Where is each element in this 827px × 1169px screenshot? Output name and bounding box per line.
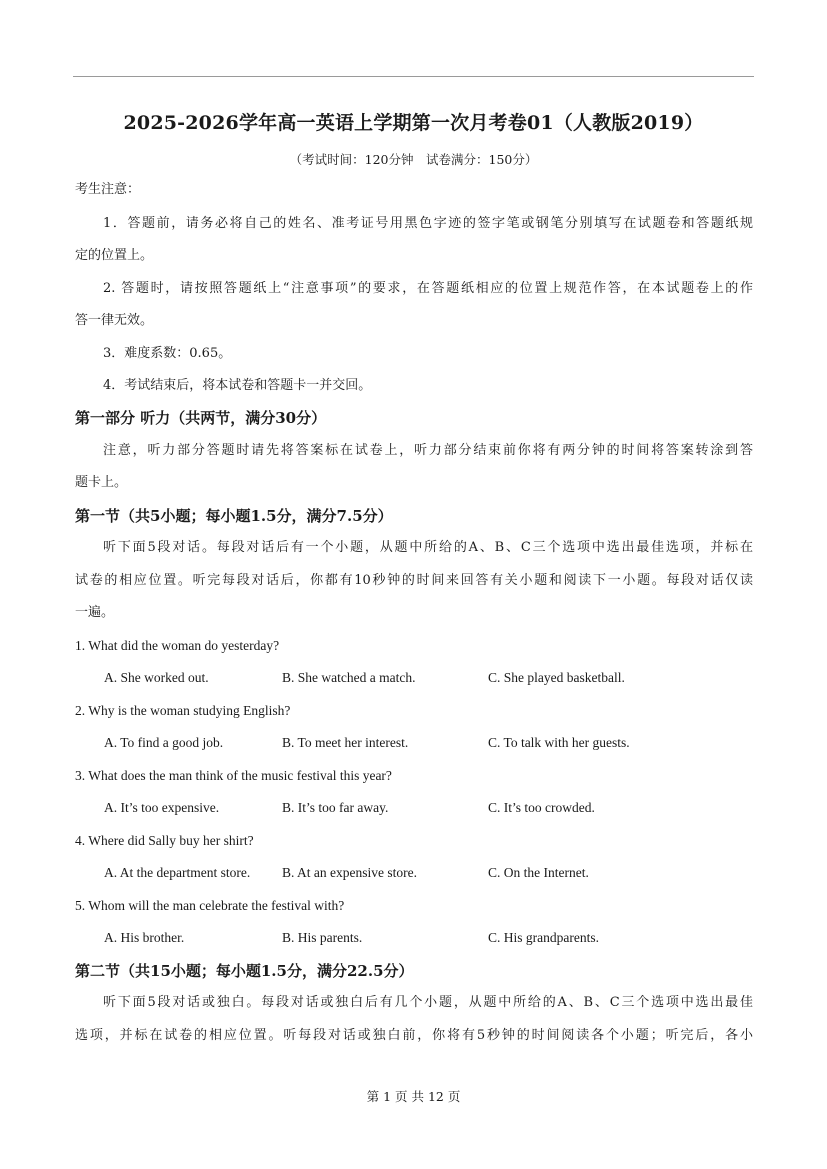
question-1-option-b: B. She watched a match. [282, 670, 416, 685]
question-5-option-b: B. His parents. [282, 930, 363, 945]
question-2: 2. Why is the woman studying English? [75, 703, 291, 718]
question-3-option-c: C. It’s too crowded. [488, 800, 595, 815]
exam-info: （考试时间：120分钟 试卷满分：150分） [289, 152, 538, 167]
question-2-option-b: B. To meet her interest. [282, 735, 409, 750]
section-1-instructions-line-3: 一遍。 [75, 605, 115, 620]
notice-item-1-line-2: 定的位置上。 [75, 248, 154, 263]
notice-item-1-line-1: 1．答题前，请务必将自己的姓名、准考证号用黑色字迹的签字笔或钢笔分别填写在试题卷和答题纸规 [103, 216, 753, 231]
question-5-option-c: C. His grandparents. [488, 930, 599, 945]
section-2-instructions-line-2: 选项，并标在试卷的相应位置。听每段对话或独白前，你将有5秒钟的时间阅读各个小题；听完后，各小 [75, 1028, 753, 1043]
section-2-instructions-line-1: 听下面5段对话或独白。每段对话或独白后有几个小题，从题中所给的A、B、C三个选项中选出最佳 [103, 995, 753, 1010]
header-rule [73, 76, 754, 77]
section-1-instructions-line-1: 听下面5段对话。每段对话后有一个小题，从题中所给的A、B、C三个选项中选出最佳选项，并标在 [103, 540, 753, 555]
question-1: 1. What did the woman do yesterday? [75, 638, 280, 653]
page-title: 2025-2026学年高一英语上学期第一次月考卷01（人教版2019） [123, 112, 704, 134]
question-2-option-c: C. To talk with her guests. [488, 735, 630, 750]
question-5: 5. Whom will the man celebrate the festival with? [75, 898, 345, 913]
notice-item-2-line-1: 2. 答题时，请按照答题纸上“注意事项”的要求，在答题纸相应的位置上规范作答，在本试题卷上的作 [103, 281, 753, 296]
question-1-option-c: C. She played basketball. [488, 670, 625, 685]
question-2-option-a: A. To find a good job. [104, 735, 224, 750]
part-1-note-line-2: 题卡上。 [75, 475, 128, 490]
part-1-note-line-1: 注意，听力部分答题时请先将答案标在试卷上，听力部分结束前你将有两分钟的时间将答案转涂到答 [103, 443, 753, 458]
question-3-option-b: B. It’s too far away. [282, 800, 389, 815]
question-3-option-a: A. It’s too expensive. [104, 800, 220, 815]
question-5-option-a: A. His brother. [104, 930, 185, 945]
question-4-option-c: C. On the Internet. [488, 865, 589, 880]
notice-item-2-line-2: 答一律无效。 [75, 313, 154, 328]
notice-item-3: 3．难度系数：0.65。 [103, 346, 232, 361]
section-1-heading: 第一节（共5小题；每小题1.5分，满分7.5分） [75, 507, 393, 525]
page-number: 第 1 页 共 12 页 [366, 1089, 461, 1104]
question-4-option-a: A. At the department store. [104, 865, 251, 880]
notice-label: 考生注意： [75, 182, 141, 197]
question-1-option-a: A. She worked out. [104, 670, 209, 685]
part-1-heading: 第一部分 听力（共两节，满分30分） [75, 409, 327, 427]
section-2-heading: 第二节（共15小题；每小题1.5分，满分22.5分） [75, 962, 414, 980]
section-1-instructions-line-2: 试卷的相应位置。听完每段对话后，你都有10秒钟的时间来回答有关小题和阅读下一小题。每段对话仅读 [75, 573, 753, 588]
question-3: 3. What does the man think of the music festival this year? [75, 768, 392, 783]
notice-item-4: 4．考试结束后，将本试卷和答题卡一并交回。 [103, 378, 372, 393]
question-4: 4. Where did Sally buy her shirt? [75, 833, 254, 848]
question-4-option-b: B. At an expensive store. [282, 865, 417, 880]
